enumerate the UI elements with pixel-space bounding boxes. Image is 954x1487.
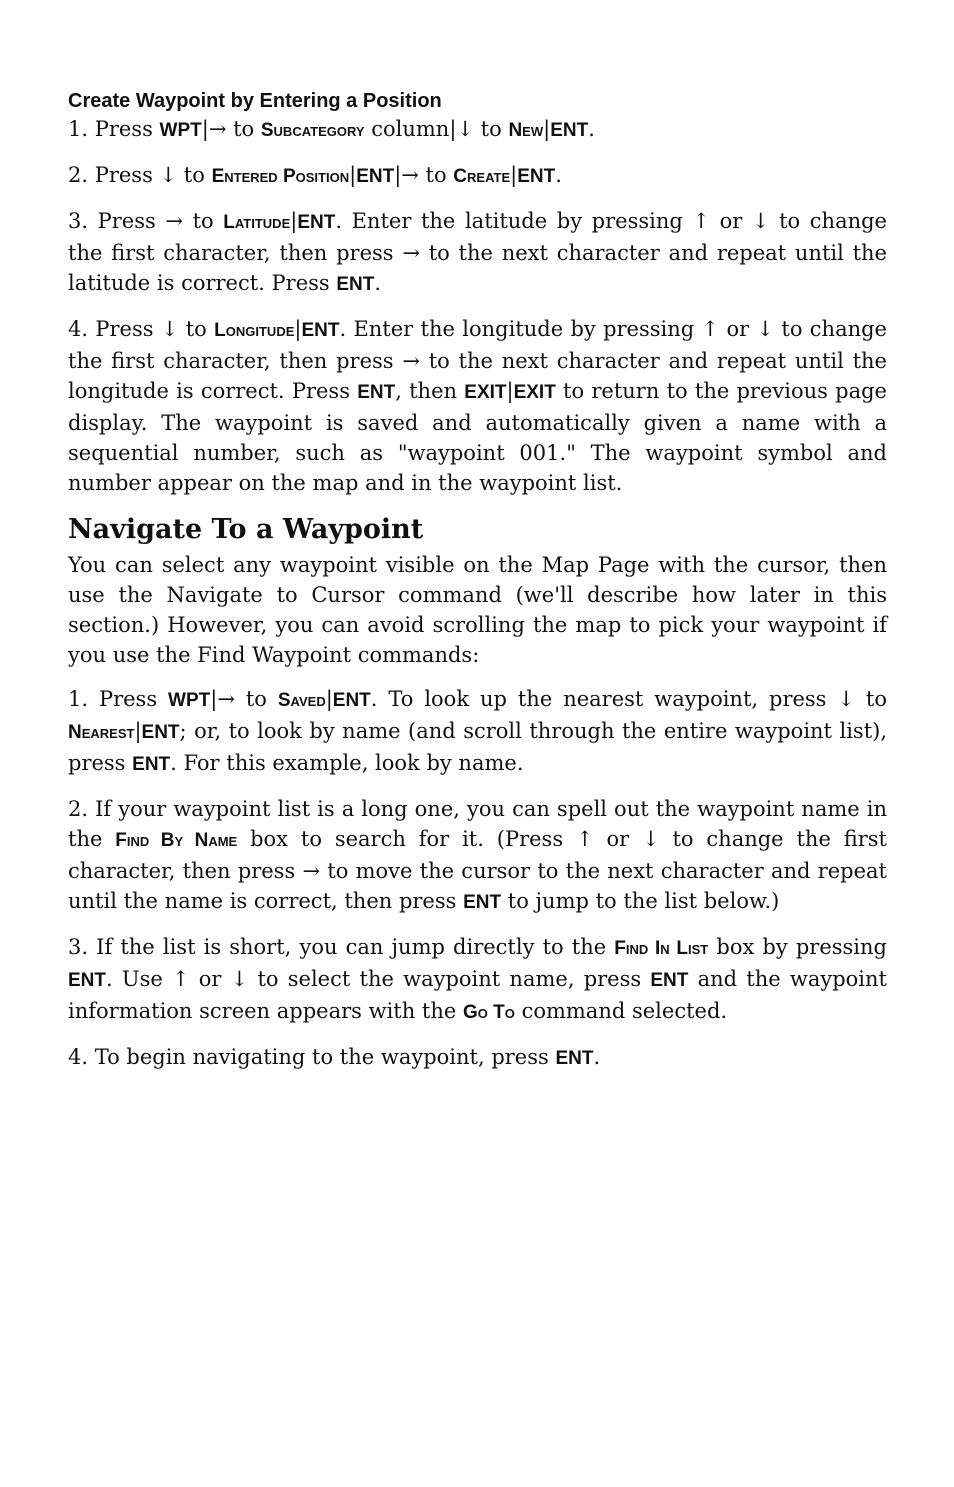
menu-label: Saved [277,690,326,711]
key-label: ENT [68,970,106,991]
menu-label: Longitude [214,320,295,341]
menu-label: Create [453,166,511,187]
step-paragraph: 3. If the list is short, you can jump directly to the Find In List box by pressing ENT. Use ↑ or ↓ to select the waypoint name, press ENT and the waypoint information screen appears with the Go To command selected. [68,935,887,1023]
key-label: EXIT [513,382,556,403]
menu-label: Latitude [223,212,291,233]
menu-label: Nearest [68,722,135,743]
create-waypoint-steps [68,114,887,498]
navigate-waypoint-steps [68,684,887,1074]
intro-paragraph: You can select any waypoint visible on the Map Page with the cursor, then use the Navigate to Cursor command (we'll describe how later in this section.) However, you can avoid scrolling the map to pick your waypoint if you use the Find Waypoint commands: [68,553,887,667]
key-label: WPT [159,120,202,141]
menu-label: Subcategory [260,120,365,141]
step-paragraph: 2. Press ↓ to Entered Position|ENT|→ to Create|ENT. [68,163,562,187]
key-label: ENT [555,1048,594,1069]
key-label: ENT [301,320,340,341]
manual-page [68,88,887,1088]
key-label: ENT [297,212,336,233]
menu-label: Go To [463,1002,515,1023]
key-label: WPT [168,690,211,711]
key-label: ENT [650,970,689,991]
step-paragraph: 3. Press → to Latitude|ENT. Enter the latitude by pressing ↑ or ↓ to change the first character, then press → to the next character and repeat until the latitude is correct. Press ENT. [68,209,887,295]
key-label: ENT [357,382,396,403]
menu-label: New [508,120,544,141]
step-paragraph: 4. To begin navigating to the waypoint, press ENT. [68,1045,601,1069]
menu-label: Find By Name [115,830,238,851]
step-paragraph: 2. If your waypoint list is a long one, you can spell out the waypoint name in the Find By Name box to search for it. (Press ↑ or ↓ to change the first character, then press → to move the cursor to the next character and repeat until the name is correct, then press ENT to jump to the list below.) [68,797,887,913]
step-paragraph: 1. Press WPT|→ to Saved|ENT. To look up the nearest waypoint, press ↓ to Nearest|ENT; or, to look by name (and scroll through the entire waypoint list), press ENT. For this example, look by name. [68,687,887,775]
key-label: ENT [356,166,395,187]
section-heading: Navigate To a Waypoint [68,514,424,545]
menu-label: Entered Position [211,166,350,187]
key-label: ENT [132,754,171,775]
menu-label: Find In List [614,938,709,959]
key-label: ENT [463,892,502,913]
key-label: ENT [332,690,371,711]
key-label: ENT [550,120,589,141]
key-label: ENT [141,722,180,743]
step-paragraph: 1. Press WPT|→ to Subcategory column|↓ to New|ENT. [68,117,595,141]
step-paragraph: 4. Press ↓ to Longitude|ENT. Enter the longitude by pressing ↑ or ↓ to change the first character, then press → to the next character and repeat until the longitude is correct. Press ENT, then EXIT|EXIT to return to the previous page display. The waypoint is saved and automatically given a name with a sequential number, such as "waypoint 001." The waypoint symbol and number appear on the map and in the waypoint list. [68,317,887,495]
key-label: ENT [517,166,556,187]
section-subheading: Create Waypoint by Entering a Position [68,90,442,112]
key-label: ENT [336,274,375,295]
key-label: EXIT [464,382,507,403]
